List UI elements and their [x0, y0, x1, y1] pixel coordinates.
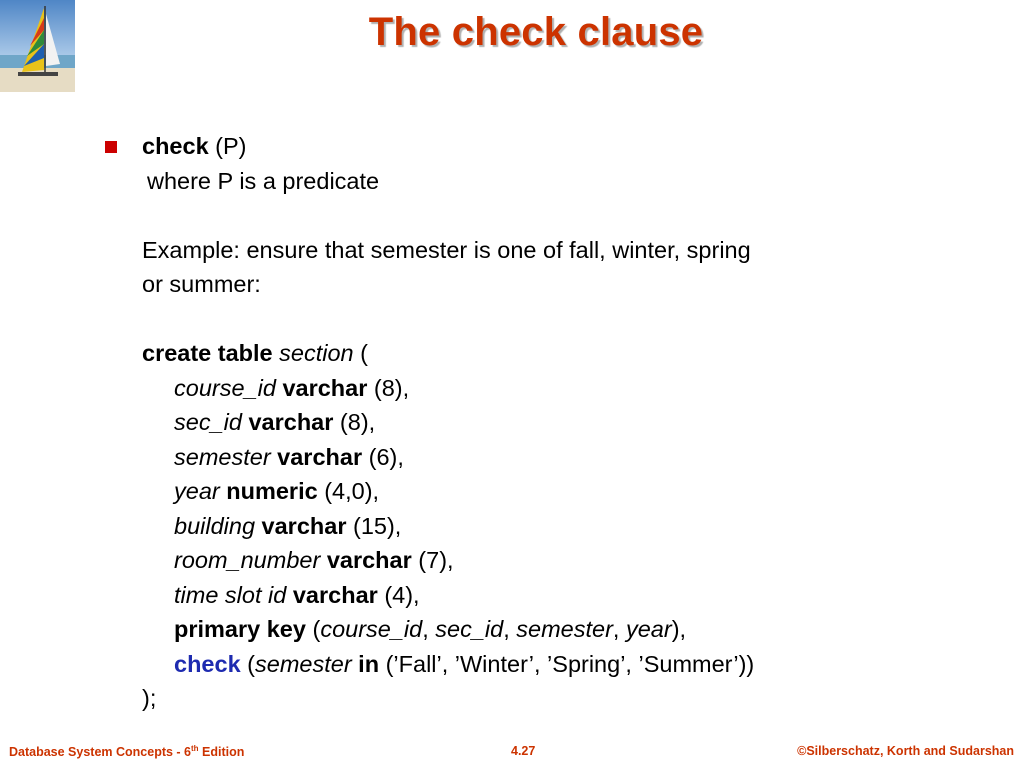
column-name: building — [174, 512, 256, 539]
pk-column: year — [625, 616, 672, 642]
spacer — [142, 302, 754, 337]
pk-column: semester — [516, 616, 613, 642]
column-name: sec_id — [174, 409, 242, 435]
primary-key-line — [142, 612, 754, 647]
column-name: time slot id — [174, 581, 287, 608]
column-name: year — [174, 478, 220, 504]
paren: ( — [305, 616, 321, 642]
column-name: semester — [174, 443, 271, 470]
slide-body — [142, 129, 754, 716]
column-type: numeric — [226, 478, 318, 504]
close-paren-line: ); — [142, 685, 157, 711]
check-constraint-keyword: check — [174, 650, 241, 677]
in-keyword: in — [358, 650, 380, 677]
column-def-line — [142, 543, 754, 578]
column-args: (8), — [367, 374, 410, 401]
separator: , — [422, 616, 436, 642]
bullet-square-icon — [105, 141, 117, 153]
column-type: varchar — [326, 547, 412, 573]
column-def-line — [142, 440, 754, 475]
predicate-line: where P is a predicate — [147, 167, 380, 194]
column-type: varchar — [282, 374, 368, 401]
column-def-line — [142, 405, 754, 440]
column-args: (4,0), — [317, 478, 380, 504]
check-constraint-line — [142, 647, 754, 682]
primary-key-keyword: primary key — [174, 616, 306, 642]
column-type: varchar — [261, 512, 347, 539]
column-def-line — [142, 474, 754, 509]
column-args: (7), — [411, 547, 454, 573]
column-name: course_id — [174, 374, 276, 401]
footer-edition: Edition — [198, 745, 245, 759]
open-paren: ( — [353, 340, 368, 366]
slide-title: The check clause — [368, 10, 704, 54]
column-type: varchar — [292, 581, 378, 608]
column-args: (8), — [333, 409, 376, 435]
create-table-keyword: create table — [142, 340, 273, 366]
footer-copyright: ©Silberschatz, Korth and Sudarshan — [797, 744, 1014, 758]
check-keyword: check — [142, 133, 209, 159]
column-type: varchar — [248, 409, 334, 435]
column-def-line — [142, 509, 754, 544]
column-args: (4), — [377, 581, 420, 608]
column-def-line — [142, 578, 754, 613]
column-name: room_number — [174, 547, 321, 573]
spacer — [142, 198, 754, 233]
slide-footer — [0, 744, 1024, 764]
footer-edition-sup: th — [191, 744, 199, 753]
check-arg: (P) — [208, 133, 247, 159]
column-def-line — [142, 371, 754, 406]
separator: , — [503, 616, 517, 642]
pk-column: course_id — [320, 616, 423, 642]
column-type: varchar — [277, 443, 363, 470]
check-attribute: semester — [255, 650, 352, 677]
separator: , — [612, 616, 626, 642]
footer-book-name: Database System Concepts - 6 — [9, 745, 192, 759]
paren: ), — [671, 616, 687, 642]
check-values: (’Fall’, ’Winter’, ’Spring’, ’Summer’)) — [379, 650, 755, 677]
example-line-2: or summer: — [142, 271, 261, 297]
page-number: 4.27 — [511, 744, 536, 758]
column-args: (6), — [362, 443, 404, 470]
create-table-line — [142, 336, 754, 371]
pk-column: sec_id — [435, 616, 504, 642]
table-name: section — [279, 340, 354, 366]
column-args: (15), — [346, 512, 402, 539]
paren: ( — [240, 650, 255, 677]
example-line-1: Example: ensure that semester is one of fall, winter, spring — [142, 236, 751, 263]
footer-book-title — [9, 744, 244, 759]
bullet-line — [142, 129, 754, 164]
